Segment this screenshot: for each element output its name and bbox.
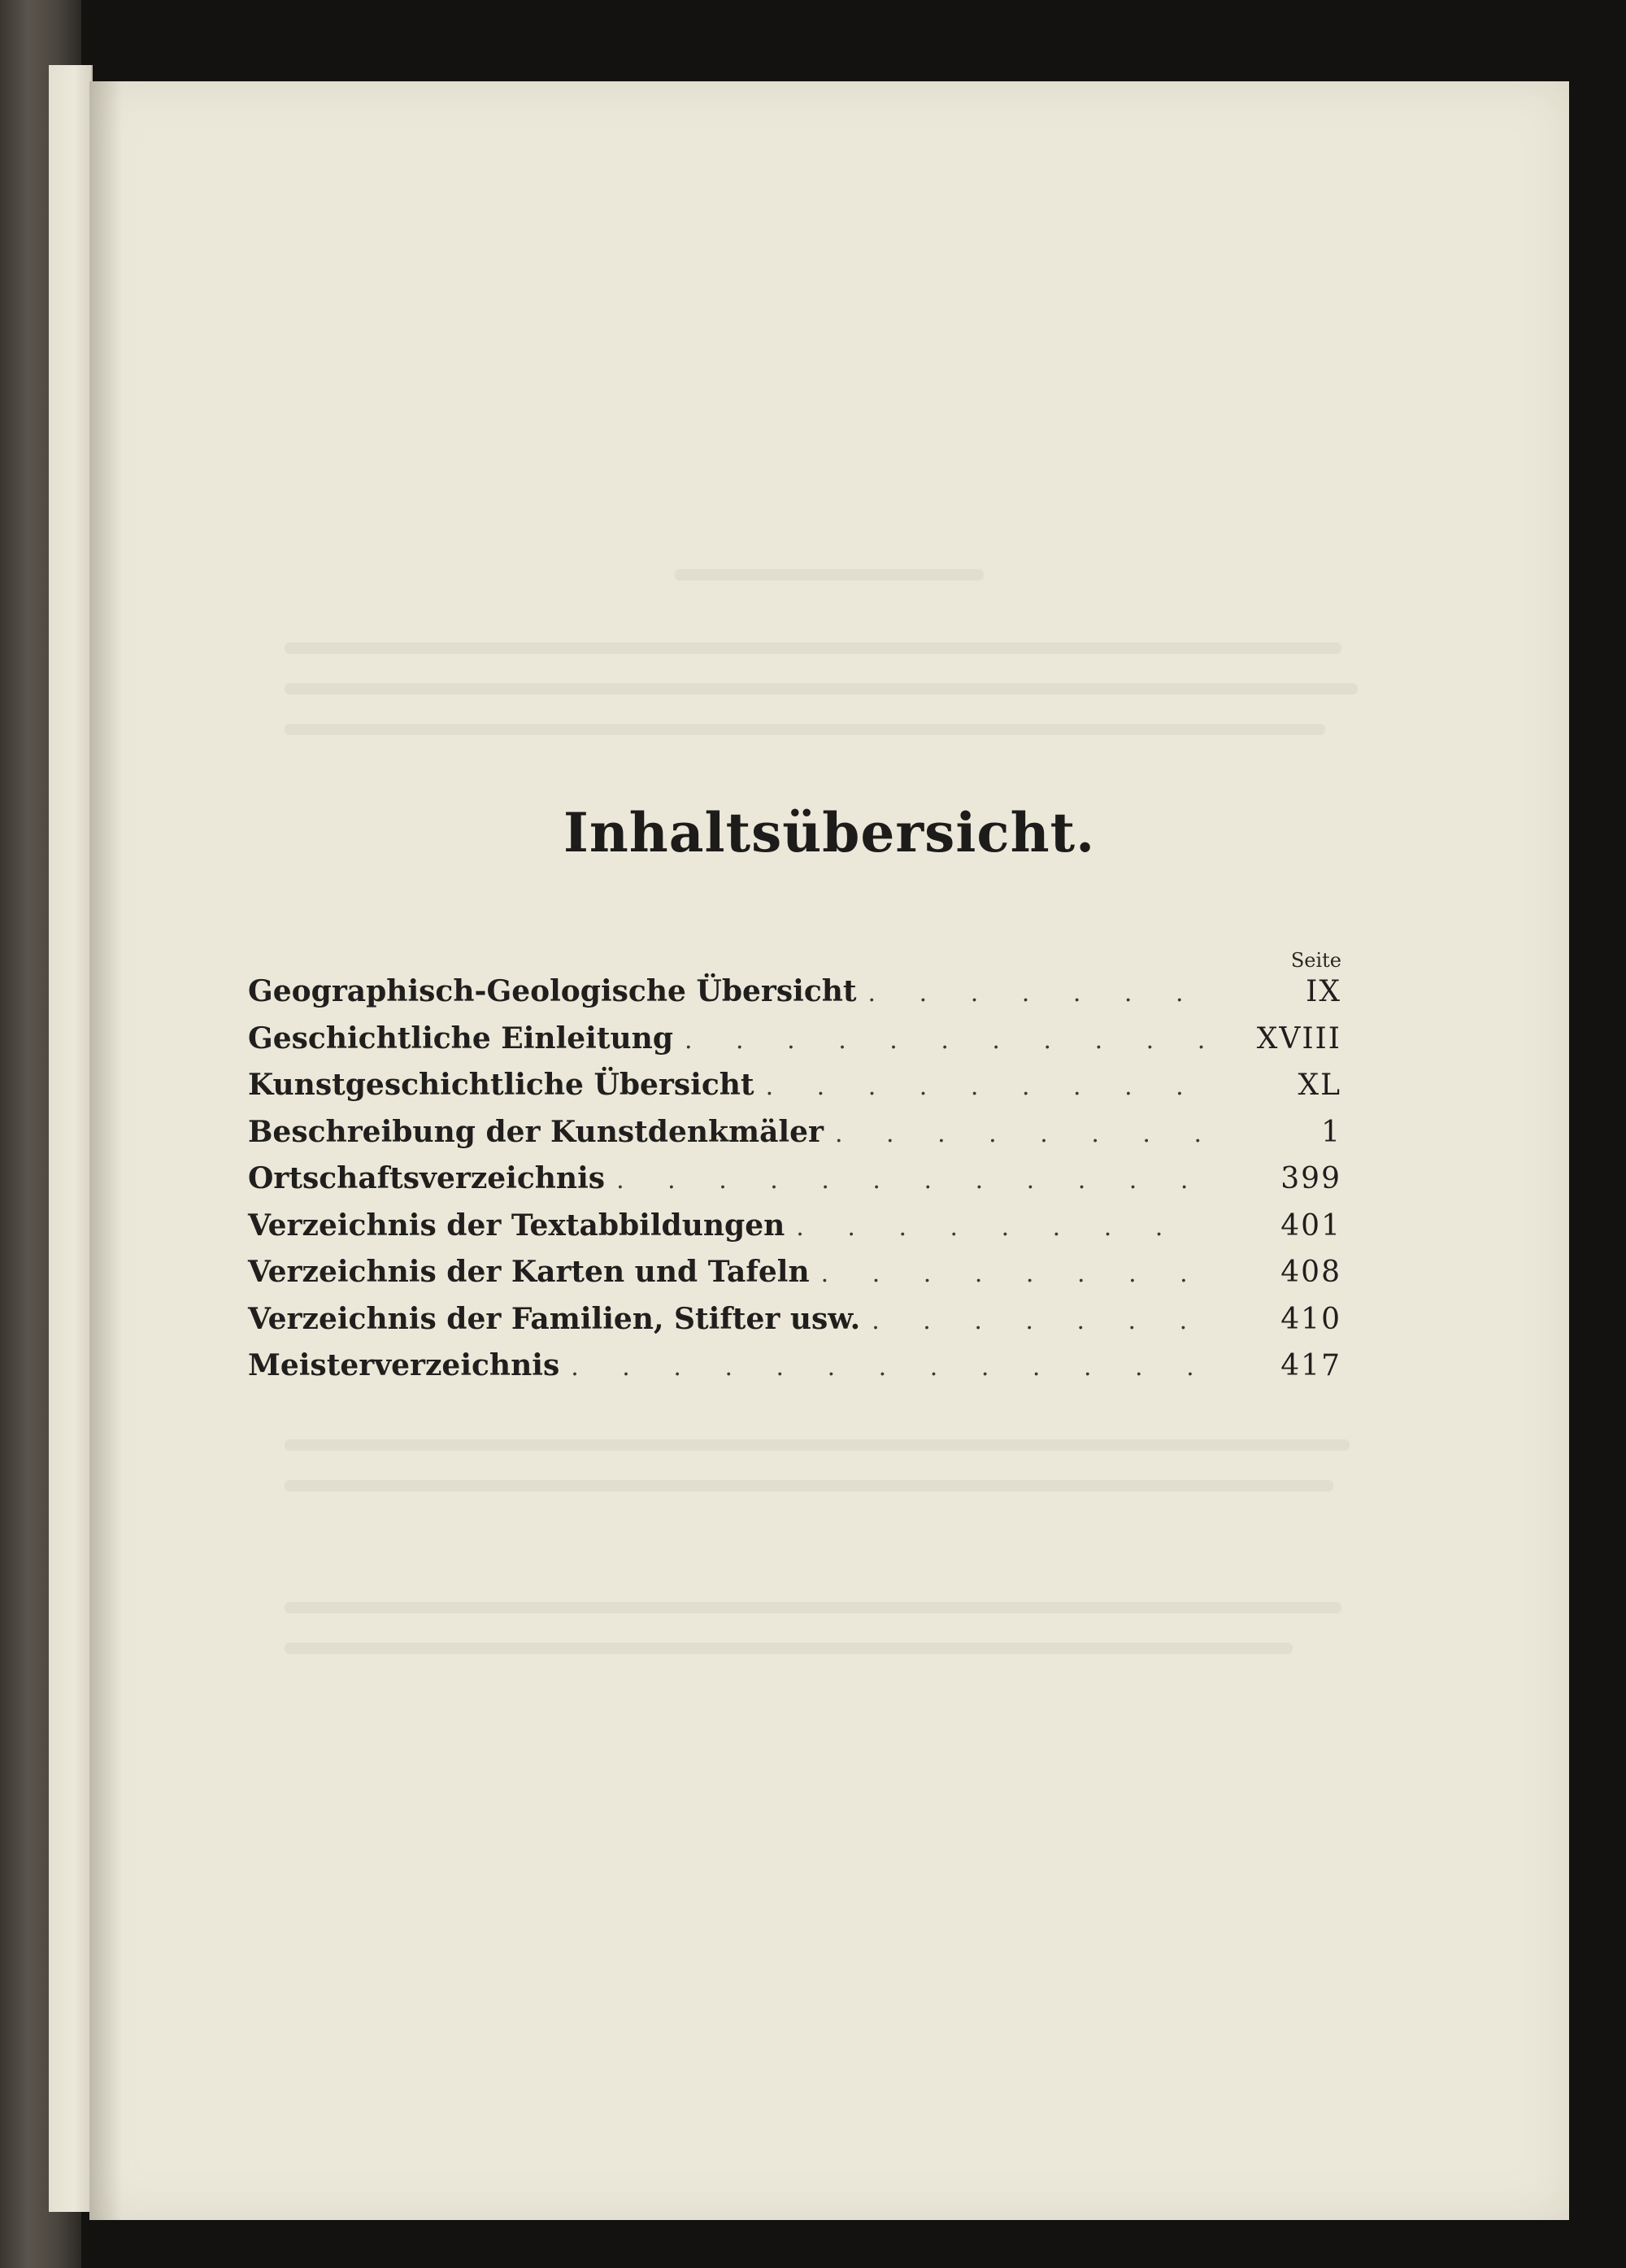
page-column-label: Seite xyxy=(1290,949,1341,972)
toc-entry-label: Verzeichnis der Familien, Stifter usw. xyxy=(248,1301,861,1336)
toc-dot-leader xyxy=(872,1307,1203,1335)
toc-entry-label: Verzeichnis der Textabbildungen xyxy=(248,1208,785,1243)
toc-title: Inhaltsübersicht. xyxy=(563,801,1096,864)
toc-row xyxy=(248,1255,1341,1302)
document-page xyxy=(89,81,1569,2220)
toc-row xyxy=(248,1208,1341,1256)
toc-page-number: 401 xyxy=(1280,1208,1341,1243)
toc-row xyxy=(248,1161,1341,1208)
toc-page-number: 1 xyxy=(1321,1115,1341,1149)
toc-dot-leader xyxy=(868,979,1203,1008)
toc-page-number: 410 xyxy=(1280,1302,1341,1336)
toc-page-number: 399 xyxy=(1280,1162,1341,1195)
bleed-through-text xyxy=(675,569,984,581)
toc-entry-label: Ortschaftsverzeichnis xyxy=(248,1161,606,1195)
toc-entry-label: Kunstgeschichtliche Übersicht xyxy=(248,1068,754,1102)
toc-entry-label: Geographisch-Geologische Übersicht xyxy=(248,974,857,1008)
toc-dot-leader xyxy=(571,1353,1203,1382)
bleed-through-text xyxy=(285,1480,1333,1491)
previous-page-edge xyxy=(49,65,93,2212)
toc-page-number: 408 xyxy=(1280,1256,1341,1289)
toc-entry-label: Meisterverzeichnis xyxy=(248,1348,560,1382)
toc-dot-leader xyxy=(821,1260,1203,1288)
toc-row xyxy=(248,1115,1341,1162)
toc-row xyxy=(248,1021,1341,1069)
bleed-through-text xyxy=(285,724,1325,735)
gutter-shadow xyxy=(89,81,122,2220)
toc-row xyxy=(248,1068,1341,1115)
toc-entry-label: Geschichtliche Einleitung xyxy=(248,1021,673,1056)
toc-page-number: IX xyxy=(1306,975,1341,1008)
bleed-through-text xyxy=(285,683,1358,694)
toc-page-number: XVIII xyxy=(1256,1021,1341,1056)
toc-row xyxy=(248,1302,1341,1349)
bleed-through-text xyxy=(285,642,1341,654)
toc-page-number: XL xyxy=(1298,1069,1341,1102)
toc-dot-leader xyxy=(616,1166,1203,1195)
toc-list xyxy=(248,974,1341,1395)
bleed-through-text xyxy=(285,1643,1293,1654)
toc-dot-leader xyxy=(796,1213,1203,1242)
toc-dot-leader xyxy=(766,1073,1203,1101)
toc-entry-label: Verzeichnis der Karten und Tafeln xyxy=(248,1255,810,1289)
toc-page-number: 417 xyxy=(1280,1349,1341,1382)
bleed-through-text xyxy=(285,1602,1341,1613)
toc-dot-leader xyxy=(685,1026,1203,1055)
toc-row xyxy=(248,974,1341,1021)
toc-row xyxy=(248,1348,1341,1395)
bleed-through-text xyxy=(285,1439,1350,1451)
toc-dot-leader xyxy=(835,1120,1203,1148)
toc-entry-label: Beschreibung der Kunstdenkmäler xyxy=(248,1114,824,1149)
